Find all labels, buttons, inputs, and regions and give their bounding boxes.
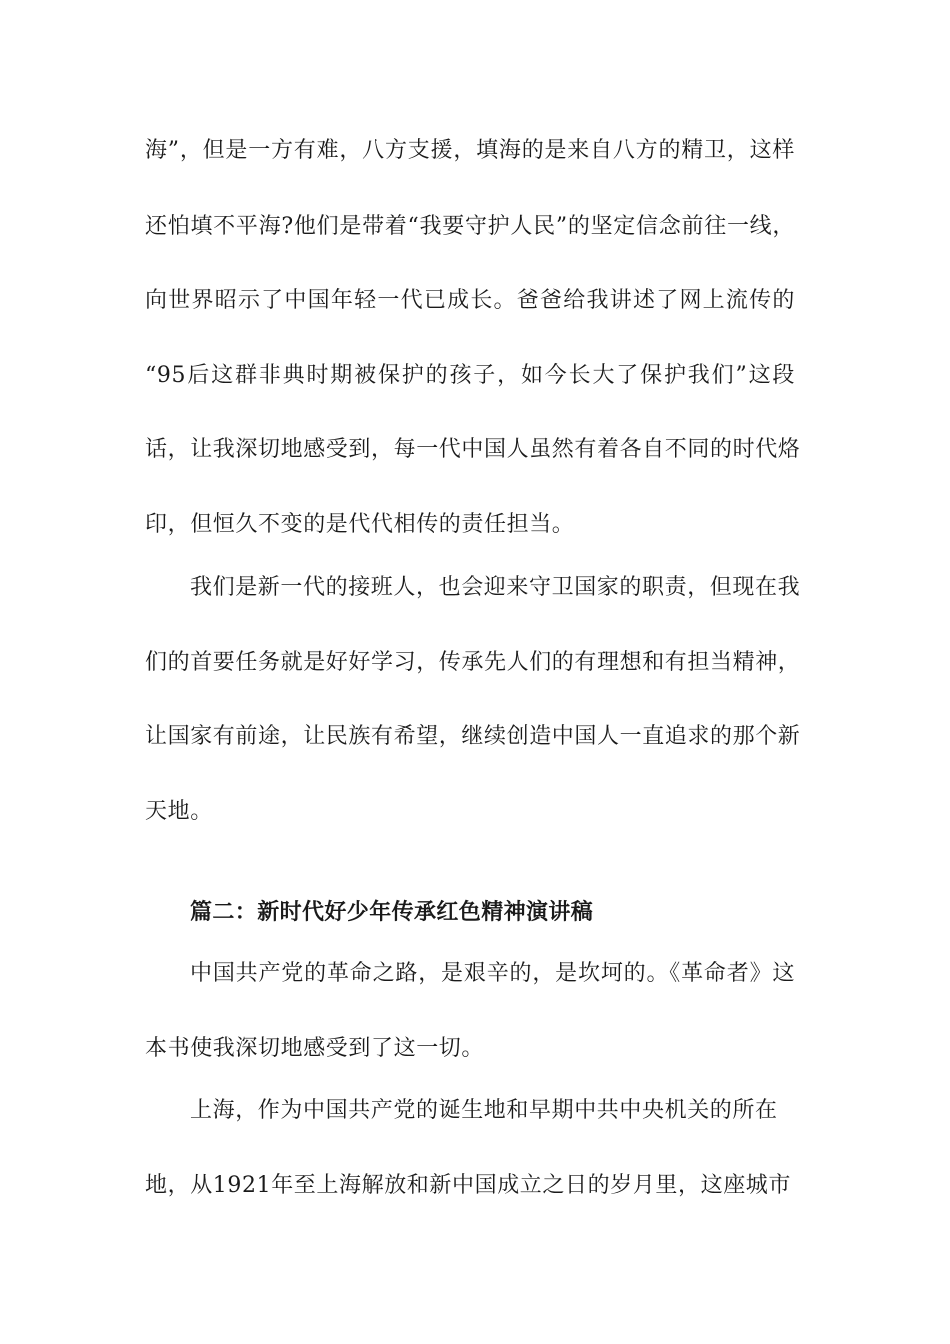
section-heading: 篇二：新时代好少年传承红色精神演讲稿: [190, 899, 594, 925]
text-line: 还怕填不平海?他们是带着“我要守护人民”的坚定信念前往一线，: [145, 214, 795, 239]
text-line: 上海，作为中国共产党的诞生地和早期中共中央机关的所在: [190, 1098, 778, 1123]
text-line: 中国共产党的革命之路，是艰辛的，是坎坷的。《革命者》这: [190, 961, 795, 986]
text-line: 们的首要任务就是好好学习，传承先人们的有理想和有担当精神，: [145, 650, 801, 675]
text-line: 天地。: [145, 799, 213, 824]
text-line: 让国家有前途，让民族有希望，继续创造中国人一直追求的那个新: [145, 724, 801, 749]
text-line: 印，但恒久不变的是代代相传的责任担当。: [145, 512, 575, 537]
text-line: 海”，但是一方有难，八方支援，填海的是来自八方的精卫，这样: [145, 138, 795, 163]
text-line: 向世界昭示了中国年轻一代已成长。爸爸给我讲述了网上流传的: [145, 288, 795, 313]
text-line: “95后这群非典时期被保护的孩子，如今长大了保护我们”这段: [145, 363, 795, 388]
text-line: 话，让我深切地感受到，每一代中国人虽然有着各自不同的时代烙: [145, 437, 801, 462]
text-line: 我们是新一代的接班人，也会迎来守卫国家的职责，但现在我: [190, 575, 801, 600]
text-line: 本书使我深切地感受到了这一切。: [145, 1036, 485, 1061]
text-line: 地，从1921年至上海解放和新中国成立之日的岁月里，这座城市: [145, 1173, 791, 1198]
